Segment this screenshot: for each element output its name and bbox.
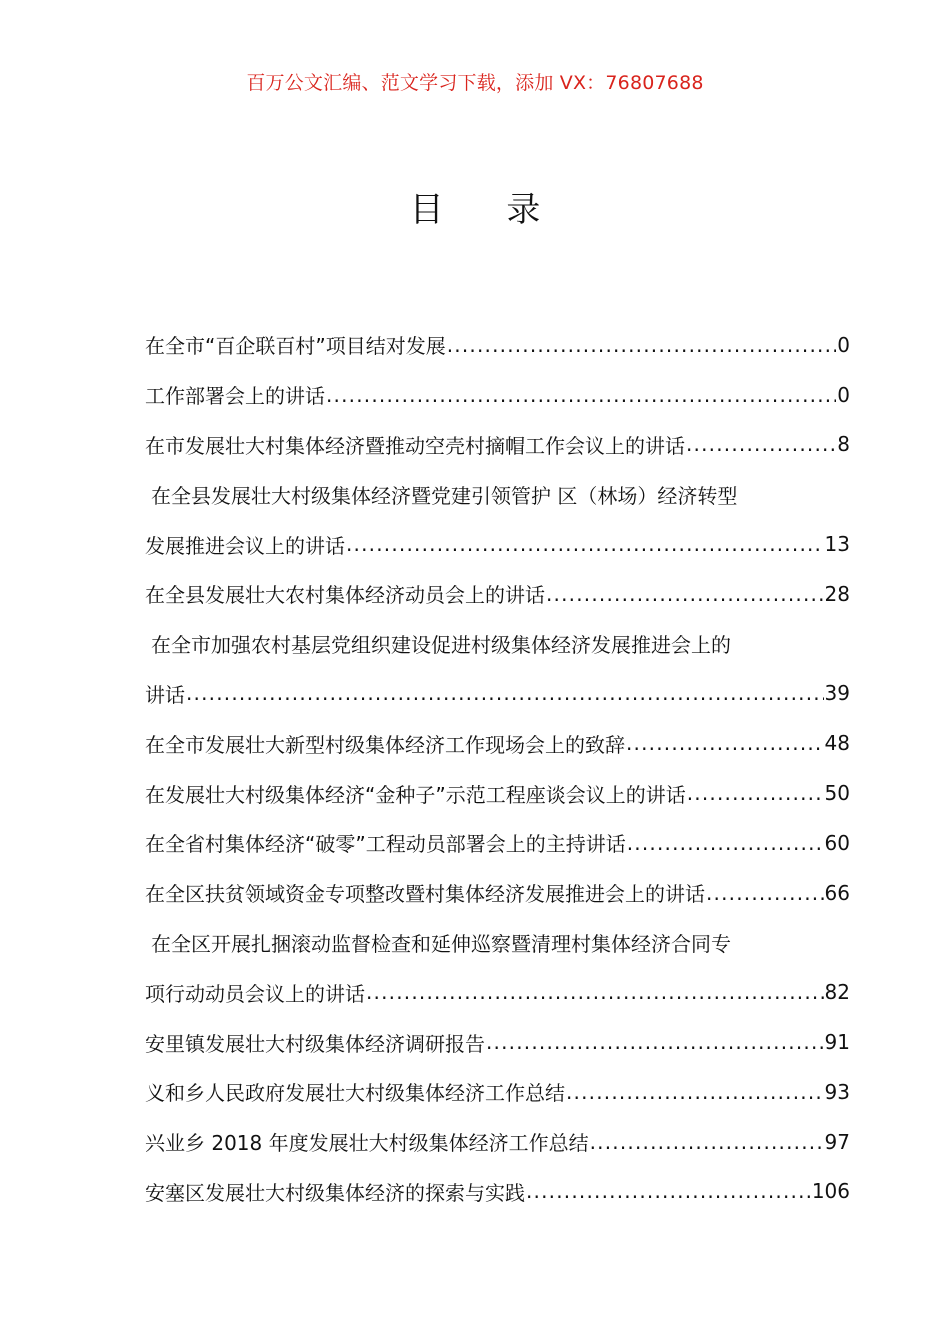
toc-page-number: 91 [824,1030,850,1055]
toc-page-number: 0 [837,382,850,407]
toc-page-number: 60 [824,830,850,855]
toc-entry-text: 兴业乡 2018 年度发展壮大村级集体经济工作总结 [145,1131,589,1156]
toc-page-number: 97 [824,1129,850,1154]
toc-dot-leader [686,432,836,456]
toc-entry-text: 安塞区发展壮大村级集体经济的探索与实践 [145,1180,525,1205]
toc-entry-text: 在市发展壮大村集体经济暨推动空壳村摘帽工作会议上的讲话 [145,433,685,458]
toc-entry[interactable] [145,918,850,968]
toc-page-number: 106 [811,1179,850,1204]
toc-page-number: 28 [824,581,850,606]
toc-dot-leader [590,1130,824,1154]
toc-entry[interactable] [145,818,850,868]
toc-entry-text: 在全区扶贫领域资金专项整改暨村集体经济发展推进会上的讲话 [145,882,705,907]
toc-entry-text: 在全县发展壮大农村集体经济动员会上的讲话 [145,583,545,608]
toc-entry-text: 在全区开展扎捆滚动监督检查和延伸巡察暨清理村集体经济合同专 [151,931,731,956]
toc-page-number: 48 [824,731,850,756]
toc-entry[interactable] [145,619,850,669]
toc-page-number: 8 [837,432,850,457]
toc-dot-leader [486,1030,824,1054]
toc-page-number: 0 [837,332,850,357]
toc-page-number: 66 [824,880,850,905]
header-note: 百万公文汇编、范文学习下载，添加 VX：76807688 [246,72,704,94]
toc-page-number: 13 [824,532,850,557]
toc-dot-leader [687,781,824,805]
toc-dot-leader [346,532,824,556]
toc-entry[interactable] [145,519,850,569]
toc-dot-leader [447,333,837,357]
toc-dot-leader [186,681,824,705]
toc-dot-leader [526,1179,811,1203]
toc-page-number: 39 [824,681,850,706]
toc-dot-leader [706,881,824,905]
toc-page-number: 82 [824,980,850,1005]
toc-dot-leader [326,383,836,407]
toc-entry[interactable] [145,370,850,420]
toc-dot-leader [627,831,824,855]
toc-entry-text: 在全市加强农村基层党组织建设促进村级集体经济发展推进会上的 [151,633,731,658]
toc-entry[interactable] [145,1167,850,1217]
toc-entry-text: 在全县发展壮大村级集体经济暨党建引领管护 区（林场）经济转型 [151,483,738,508]
toc-entry-text: 在全市发展壮大新型村级集体经济工作现场会上的致辞 [145,732,625,757]
table-of-contents [145,320,850,1216]
toc-entry[interactable] [145,1017,850,1067]
toc-entry-text: 项行动动员会议上的讲话 [145,981,365,1006]
toc-entry[interactable] [145,569,850,619]
toc-entry[interactable] [145,1067,850,1117]
toc-dot-leader [366,980,824,1004]
toc-entry-text: 安里镇发展壮大村级集体经济调研报告 [145,1031,485,1056]
toc-dot-leader [566,1080,824,1104]
toc-page-number: 50 [824,781,850,806]
toc-entry[interactable] [145,1117,850,1167]
toc-entry[interactable] [145,420,850,470]
toc-entry-text: 发展推进会议上的讲话 [145,533,345,558]
toc-entry-text: 在发展壮大村级集体经济“金种子”示范工程座谈会议上的讲话 [145,782,686,807]
toc-entry-text: 义和乡人民政府发展壮大村级集体经济工作总结 [145,1081,565,1106]
toc-page-number: 93 [824,1079,850,1104]
toc-dot-leader [546,582,824,606]
toc-entry[interactable] [145,469,850,519]
toc-entry-text: 工作部署会上的讲话 [145,384,325,409]
toc-entry-text: 讲话 [145,682,185,707]
toc-dot-leader [626,731,824,755]
toc-entry[interactable] [145,320,850,370]
toc-entry-text: 在全省村集体经济“破零”工程动员部署会上的主持讲话 [145,832,626,857]
toc-entry[interactable] [145,768,850,818]
toc-entry[interactable] [145,868,850,918]
page-title: 目 录 [409,190,567,230]
toc-entry-text: 在全市“百企联百村”项目结对发展 [145,334,446,359]
toc-entry[interactable] [145,718,850,768]
toc-entry[interactable] [145,967,850,1017]
toc-entry[interactable] [145,669,850,719]
